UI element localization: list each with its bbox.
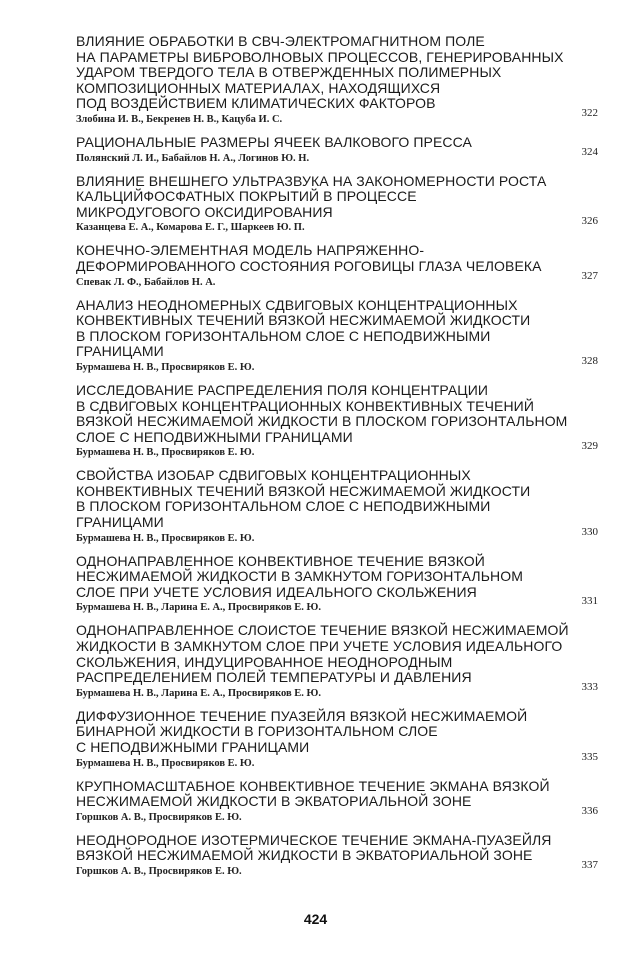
entry-title-line: КОНЕЧНО-ЭЛЕМЕНТНАЯ МОДЕЛЬ НАПРЯЖЕННО- — [76, 242, 425, 259]
entry-title-line: В СДВИГОВЫХ КОНЦЕНТРАЦИОННЫХ КОНВЕКТИВНЫХ ТЕЧЕНИЙ — [76, 397, 535, 414]
entry-title-line: СЛОЕ ПРИ УЧЕТЕ УСЛОВИЯ ИДЕАЛЬНОГО СКОЛЬЖЕНИЯ — [76, 583, 477, 600]
entry-author-row — [76, 215, 598, 234]
entry-author-row — [76, 440, 598, 459]
entry-authors: Бурмашева Н. В., Просвиряков Е. Ю. — [76, 757, 255, 769]
entry-title — [76, 135, 598, 151]
toc-entry — [76, 623, 598, 699]
entry-author-row — [76, 145, 598, 165]
entry-title — [76, 623, 598, 685]
entry-authors: Бурмашева Н. В., Ларина Е. А., Просвиряков Е. Ю. — [76, 687, 321, 699]
entry-title — [76, 833, 598, 864]
entry-page-number: 328 — [581, 354, 598, 367]
entry-title-line: В ПЛОСКОМ ГОРИЗОНТАЛЬНОМ СЛОЕ С НЕПОДВИЖНЫМИ — [76, 498, 491, 515]
entry-title-line: ВЯЗКОЙ НЕСЖИМАЕМОЙ ЖИДКОСТИ В ЭКВАТОРИАЛЬНОЙ ЗОНЕ — [76, 847, 533, 864]
entry-author-row — [76, 354, 598, 374]
entry-authors: Бурмашева Н. В., Просвиряков Е. Ю. — [76, 447, 255, 459]
toc-entry — [76, 554, 598, 615]
entry-page-number: 336 — [581, 804, 598, 817]
entry-title-line: ДЕФОРМИРОВАННОГО СОСТОЯНИЯ РОГОВИЦЫ ГЛАЗА ЧЕЛОВЕКА — [76, 257, 542, 274]
entry-authors: Спевак Л. Ф., Бабайлов Н. А. — [76, 276, 216, 288]
toc-entry — [76, 709, 598, 770]
entry-author-row — [76, 750, 598, 770]
entry-title — [76, 174, 598, 221]
entry-title — [76, 383, 598, 445]
toc-entry — [76, 135, 598, 165]
entry-authors: Горшков А. В., Просвиряков Е. Ю. — [76, 865, 242, 877]
entry-title-line: ГРАНИЦАМИ — [76, 343, 164, 360]
entry-title-line: В ПЛОСКОМ ГОРИЗОНТАЛЬНОМ СЛОЕ С НЕПОДВИЖНЫМИ — [76, 327, 491, 344]
entry-title-line: ОДНОНАПРАВЛЕННОЕ СЛОИСТОЕ ТЕЧЕНИЕ ВЯЗКОЙ НЕСЖИМАЕМОЙ — [76, 622, 569, 639]
toc-entry — [76, 383, 598, 459]
entry-title-line: РАЦИОНАЛЬНЫЕ РАЗМЕРЫ ЯЧЕЕК ВАЛКОВОГО ПРЕССА — [76, 133, 472, 150]
entry-title — [76, 34, 598, 112]
entry-author-row — [76, 106, 598, 126]
entry-title-line: ГРАНИЦАМИ — [76, 514, 164, 531]
entry-page-number: 337 — [581, 858, 598, 871]
entry-author-row — [76, 680, 598, 700]
entry-page-number: 335 — [581, 750, 598, 763]
entry-page-number: 326 — [581, 215, 598, 228]
entry-title-line: ДИФФУЗИОННОЕ ТЕЧЕНИЕ ПУАЗЕЙЛЯ ВЯЗКОЙ НЕСЖИМАЕМОЙ — [76, 707, 528, 724]
entry-authors: Бурмашева Н. В., Ларина Е. А., Просвиряков Е. Ю. — [76, 602, 321, 614]
toc-entry — [76, 298, 598, 374]
entry-title-line: СКОЛЬЖЕНИЯ, ИНДУЦИРОВАННОЕ НЕОДНОРОДНЫМ — [76, 653, 453, 670]
entry-title-line: СЛОЕ С НЕПОДВИЖНЫМИ ГРАНИЦАМИ — [76, 428, 353, 445]
entry-authors: Бурмашева Н. В., Просвиряков Е. Ю. — [76, 532, 255, 544]
entry-title-line: НЕОДНОРОДНОЕ ИЗОТЕРМИЧЕСКОЕ ТЕЧЕНИЕ ЭКМАНА-ПУАЗЕЙЛЯ — [76, 831, 552, 848]
entry-page-number: 329 — [581, 440, 598, 453]
entry-page-number: 330 — [581, 525, 598, 538]
entry-title-line: АНАЛИЗ НЕОДНОМЕРНЫХ СДВИГОВЫХ КОНЦЕНТРАЦИОННЫХ — [76, 296, 518, 313]
toc-entry — [76, 779, 598, 824]
entry-title — [76, 779, 598, 810]
entry-title — [76, 298, 598, 360]
entry-title — [76, 468, 598, 530]
entry-title — [76, 554, 598, 601]
entry-page-number: 324 — [581, 145, 598, 158]
entry-page-number: 333 — [581, 680, 598, 693]
entry-title-line: ОДНОНАПРАВЛЕННОЕ КОНВЕКТИВНОЕ ТЕЧЕНИЕ ВЯЗКОЙ — [76, 552, 485, 569]
table-of-contents — [76, 34, 598, 887]
entry-title — [76, 709, 598, 756]
entry-authors: Горшков А. В., Просвиряков Е. Ю. — [76, 811, 242, 823]
toc-entry — [76, 243, 598, 288]
entry-title-line: ПОД ВОЗДЕЙСТВИЕМ КЛИМАТИЧЕСКИХ ФАКТОРОВ — [76, 95, 436, 112]
entry-title-line: БИНАРНОЙ ЖИДКОСТИ В ГОРИЗОНТАЛЬНОМ СЛОЕ — [76, 723, 438, 740]
entry-title-line: С НЕПОДВИЖНЫМИ ГРАНИЦАМИ — [76, 739, 310, 755]
entry-authors: Злобина И. В., Бекренев Н. В., Кацуба И. С. — [76, 113, 283, 125]
toc-entry — [76, 833, 598, 878]
entry-author-row — [76, 525, 598, 545]
entry-title-line: КОНВЕКТИВНЫХ ТЕЧЕНИЙ ВЯЗКОЙ НЕСЖИМАЕМОЙ ЖИДКОСТИ — [76, 482, 531, 499]
toc-entry — [76, 468, 598, 544]
entry-author-row — [76, 804, 598, 824]
entry-title-line: ИССЛЕДОВАНИЕ РАСПРЕДЕЛЕНИЯ ПОЛЯ КОНЦЕНТРАЦИИ — [76, 381, 489, 398]
entry-title-line: МИКРОДУГОВОГО ОКСИДИРОВАНИЯ — [76, 203, 333, 220]
entry-title-line: УДАРОМ ТВЕРДОГО ТЕЛА В ОТВЕРЖДЕННЫХ ПОЛИМЕРНЫХ — [76, 64, 502, 81]
entry-title-line: РАСПРЕДЕЛЕНИЕМ ПОЛЕЙ ТЕМПЕРАТУРЫ И ДАВЛЕНИЯ — [76, 669, 472, 686]
entry-author-row — [76, 269, 598, 289]
page-number: 424 — [303, 911, 328, 927]
entry-title-line: КОМПОЗИЦИОННЫХ МАТЕРИАЛАХ, НАХОДЯЩИХСЯ — [76, 79, 441, 96]
toc-entry — [76, 174, 598, 235]
entry-page-number: 322 — [581, 106, 598, 119]
entry-authors: Полянский Л. И., Бабайлов Н. А., Логинов Ю. Н. — [76, 152, 310, 164]
entry-title-line: КАЛЬЦИЙФОСФАТНЫХ ПОКРЫТИЙ В ПРОЦЕССЕ — [76, 188, 417, 205]
entry-title-line: ЖИДКОСТИ В ЗАМКНУТОМ СЛОЕ ПРИ УЧЕТЕ УСЛОВИЯ ИДЕАЛЬНОГО — [76, 638, 563, 655]
entry-title — [76, 243, 598, 274]
entry-title-line: ВЛИЯНИЕ ВНЕШНЕГО УЛЬТРАЗВУКА НА ЗАКОНОМЕРНОСТИ РОСТА — [76, 172, 547, 189]
entry-title-line: СВОЙСТВА ИЗОБАР СДВИГОВЫХ КОНЦЕНТРАЦИОННЫХ — [76, 467, 471, 484]
entry-title-line: НА ПАРАМЕТРЫ ВИБРОВОЛНОВЫХ ПРОЦЕССОВ, ГЕНЕРИРОВАННЫХ — [76, 48, 564, 65]
entry-authors: Бурмашева Н. В., Просвиряков Е. Ю. — [76, 361, 255, 373]
entry-page-number: 327 — [581, 269, 598, 282]
toc-entry — [76, 34, 598, 126]
entry-page-number: 331 — [581, 595, 598, 608]
entry-author-row — [76, 595, 598, 614]
entry-title-line: ВЛИЯНИЕ ОБРАБОТКИ В СВЧ-ЭЛЕКТРОМАГНИТНОМ ПОЛЕ — [76, 33, 485, 49]
entry-title-line: НЕСЖИМАЕМОЙ ЖИДКОСТИ В ЗАМКНУТОМ ГОРИЗОНТАЛЬНОМ — [76, 568, 523, 585]
entry-author-row — [76, 858, 598, 878]
entry-title-line: ВЯЗКОЙ НЕСЖИМАЕМОЙ ЖИДКОСТИ В ПЛОСКОМ ГОРИЗОНТАЛЬНОМ — [76, 413, 568, 430]
entry-title-line: НЕСЖИМАЕМОЙ ЖИДКОСТИ В ЭКВАТОРИАЛЬНОЙ ЗОНЕ — [76, 793, 472, 810]
entry-title-line: КРУПНОМАСШТАБНОЕ КОНВЕКТИВНОЕ ТЕЧЕНИЕ ЭКМАНА ВЯЗКОЙ — [76, 777, 550, 794]
entry-title-line: КОНВЕКТИВНЫХ ТЕЧЕНИЙ ВЯЗКОЙ НЕСЖИМАЕМОЙ ЖИДКОСТИ — [76, 312, 531, 329]
entry-authors: Казанцева Е. А., Комарова Е. Г., Шаркеев Ю. П. — [76, 222, 305, 234]
